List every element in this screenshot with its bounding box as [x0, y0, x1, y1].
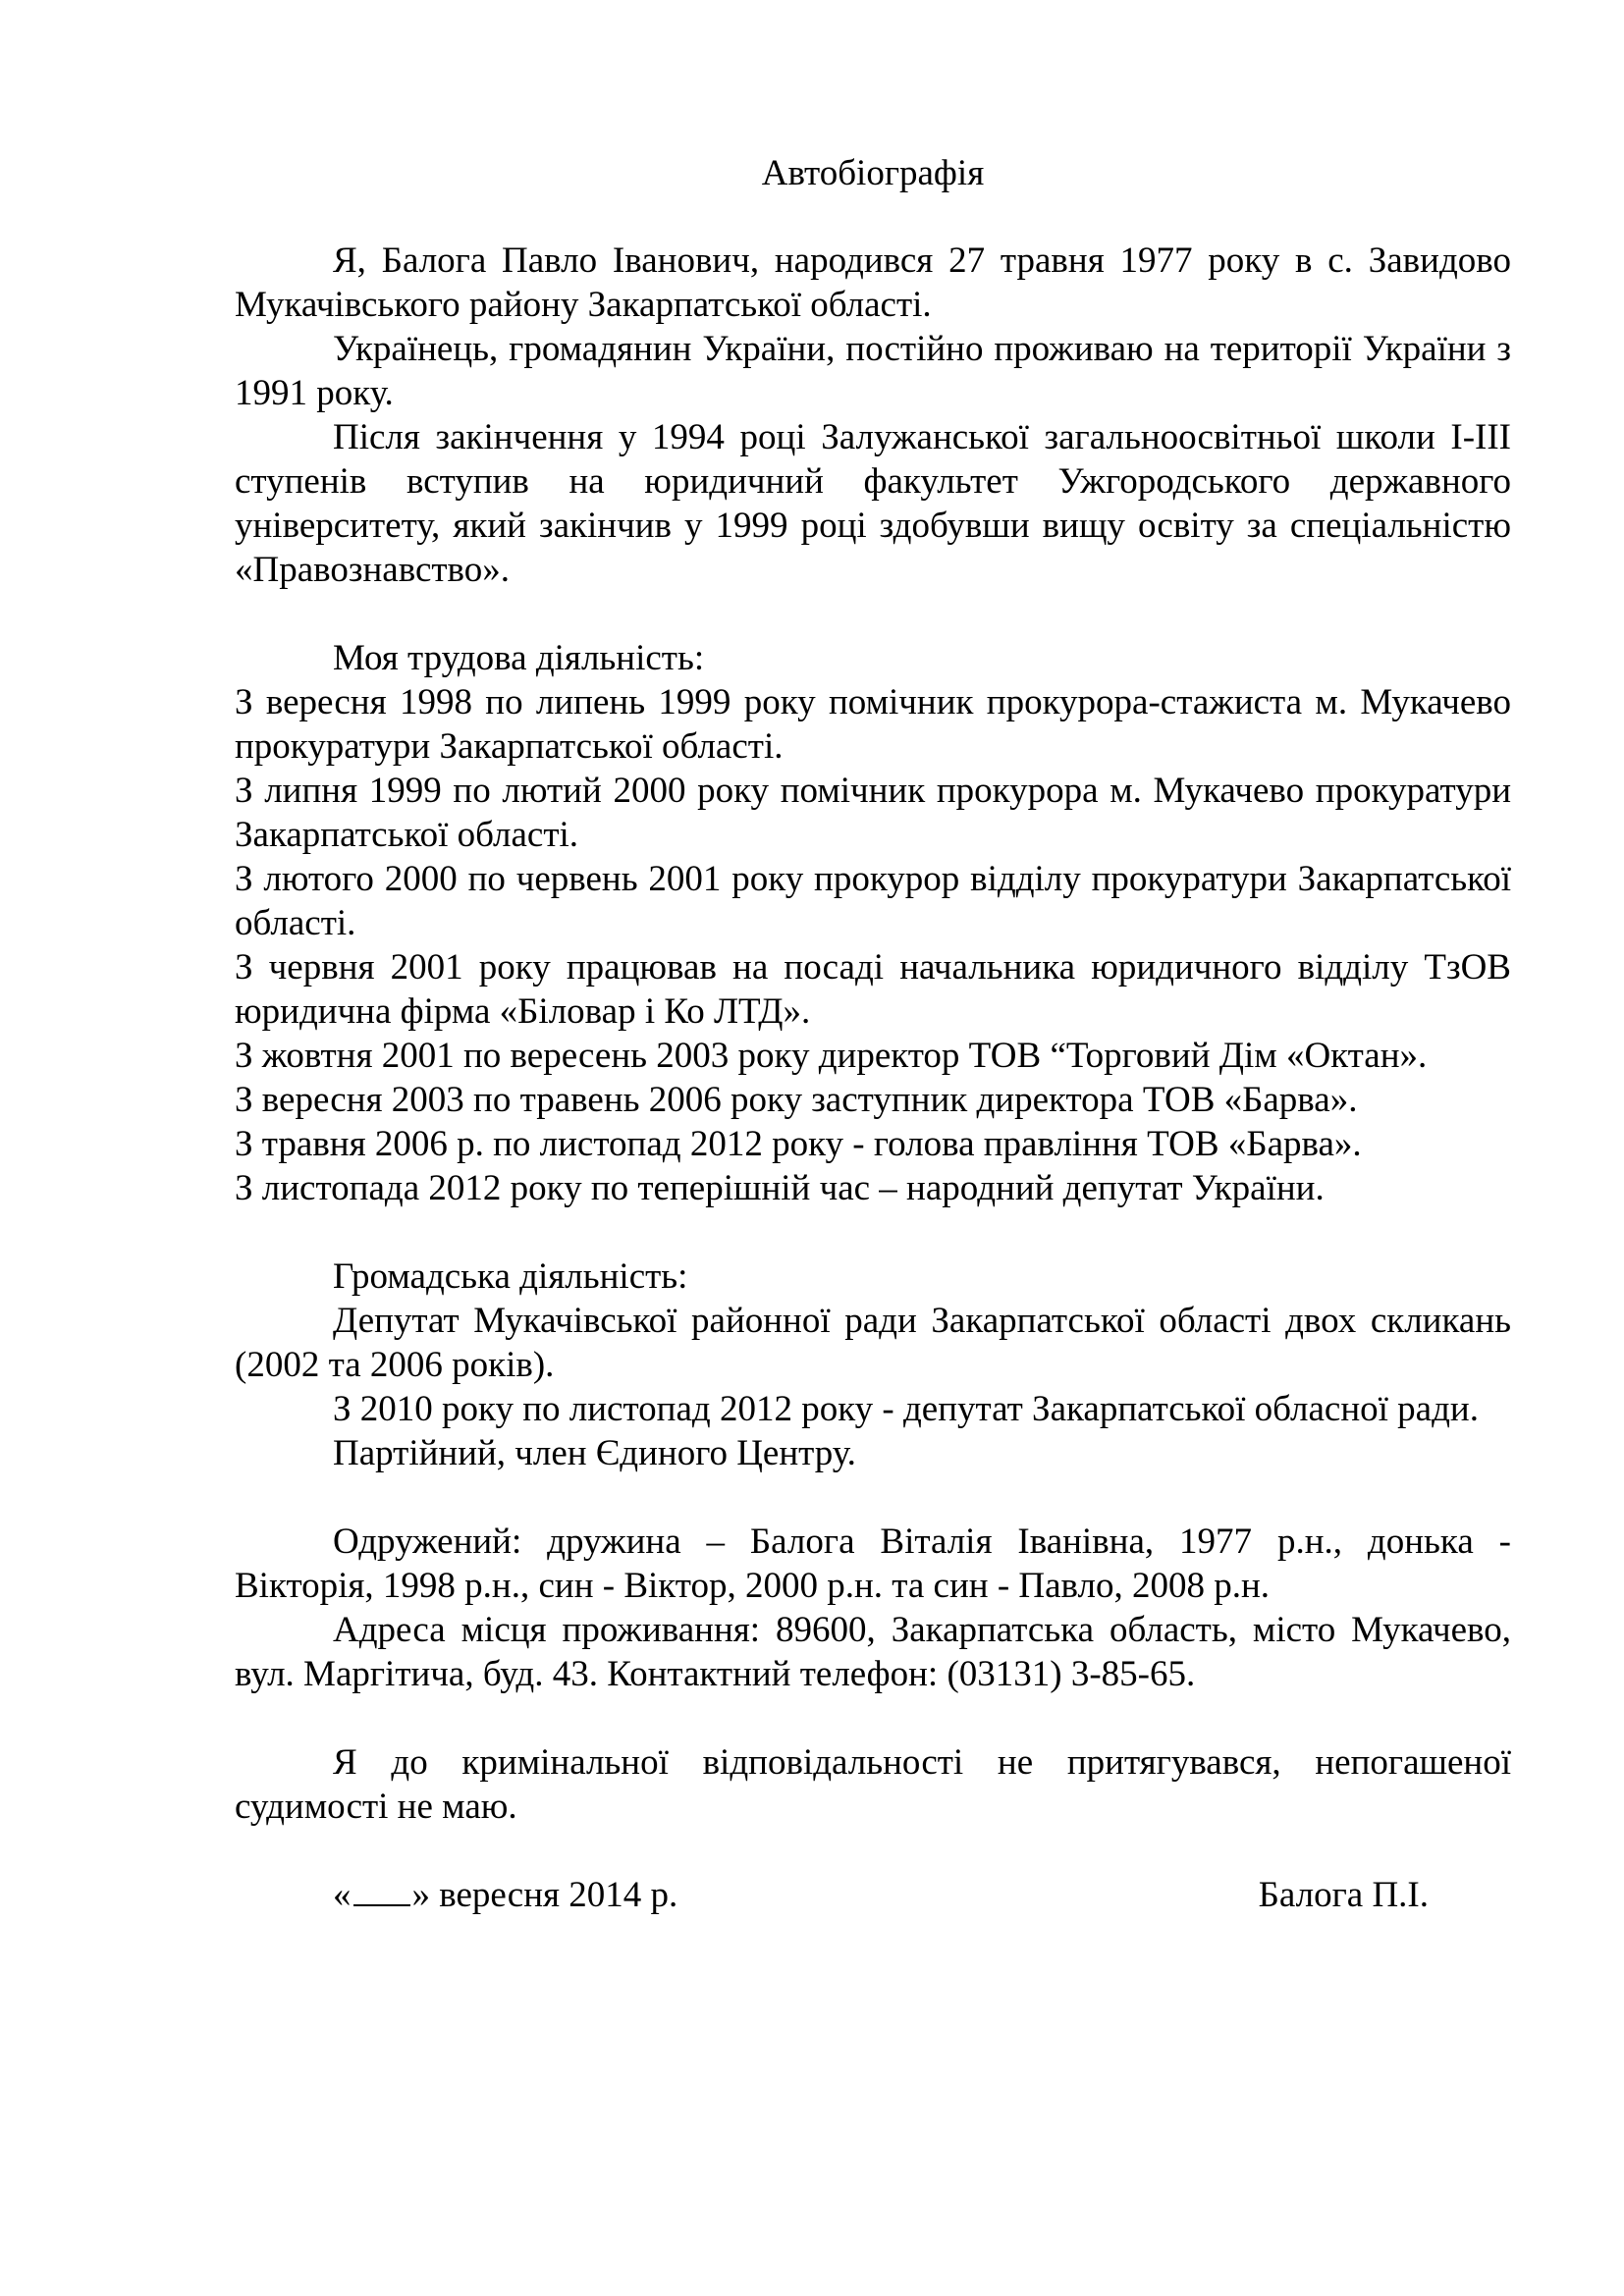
public-item: З 2010 року по листопад 2012 року - депутат Закарпатської обласної ради.	[333, 1389, 1479, 1429]
spacer	[235, 1210, 1511, 1255]
family-paragraph: Одружений: дружина – Балога Віталія Іванівна, 1977 р.н., донька - Вікторія, 1998 р.н., син - Віктор, 2000 р.н. та син - Павло, 2008 р.н.	[235, 1522, 1511, 1606]
work-item: З жовтня 2001 по вересень 2003 року директор ТОВ “Торговий Дім «Октан».	[235, 1036, 1428, 1076]
document-title: Автобіографія	[761, 153, 985, 193]
spacer	[235, 1829, 1511, 1873]
public-item: Партійний, член Єдиного Центру.	[333, 1433, 856, 1473]
document-date	[333, 1873, 677, 1917]
spacer	[235, 1475, 1511, 1520]
birth-paragraph: Я, Балога Павло Іванович, народився 27 травня 1977 року в с. Завидово Мукачівського району Закарпатської області.	[235, 240, 1511, 325]
education-paragraph: Після закінчення у 1994 році Залужанської загальноосвітньої школи І-ІІІ ступенів вступив на юридичний факультет Ужгородського державного університету, який закінчив у 1999 році здобувши вищу освіту за спеціальністю «Правознавство».	[235, 417, 1511, 590]
spacer	[235, 1696, 1511, 1740]
signature-row	[235, 1873, 1511, 1917]
citizenship-paragraph: Українець, громадянин України, постійно проживаю на території України з 1991 року.	[235, 329, 1511, 413]
work-item: З червня 2001 року працював на посаді начальника юридичного відділу ТзОВ юридична фірма «Біловар і Ко ЛТД».	[235, 947, 1511, 1032]
public-item: Депутат Мукачівської районної ради Закарпатської області двох скликань (2002 та 2006 років).	[235, 1301, 1511, 1385]
date-text: » вересня 2014 р.	[411, 1875, 678, 1915]
work-item: З листопада 2012 року по теперішній час – народний депутат України.	[235, 1168, 1325, 1208]
work-item: З липня 1999 по лютий 2000 року помічник прокурора м. Мукачево прокуратури Закарпатської області.	[235, 771, 1511, 855]
date-day-blank	[353, 1875, 410, 1906]
work-heading: Моя трудова діяльність:	[333, 638, 705, 678]
signature-name: Балога П.І.	[1258, 1875, 1429, 1915]
work-item: З лютого 2000 по червень 2001 року прокурор відділу прокуратури Закарпатської області.	[235, 859, 1511, 943]
document-body	[235, 151, 1511, 1917]
work-item: З вересня 2003 по травень 2006 року заступник директора ТОВ «Барва».	[235, 1080, 1358, 1120]
work-item: З вересня 1998 по липень 1999 року помічник прокурора-стажиста м. Мукачево прокуратури Закарпатської області.	[235, 682, 1511, 767]
work-item: З травня 2006 р. по листопад 2012 року - голова правління ТОВ «Барва».	[235, 1124, 1362, 1164]
date-open-quote: «	[333, 1875, 352, 1915]
address-paragraph: Адреса місця проживання: 89600, Закарпатська область, місто Мукачево, вул. Маргітича, буд. 43. Контактний телефон: (03131) 3-85-65.	[235, 1610, 1511, 1694]
spacer	[235, 592, 1511, 636]
public-heading: Громадська діяльність:	[333, 1256, 688, 1297]
criminal-record-statement: Я до кримінальної відповідальності не притягувався, непогашеної судимості не маю.	[235, 1742, 1511, 1827]
